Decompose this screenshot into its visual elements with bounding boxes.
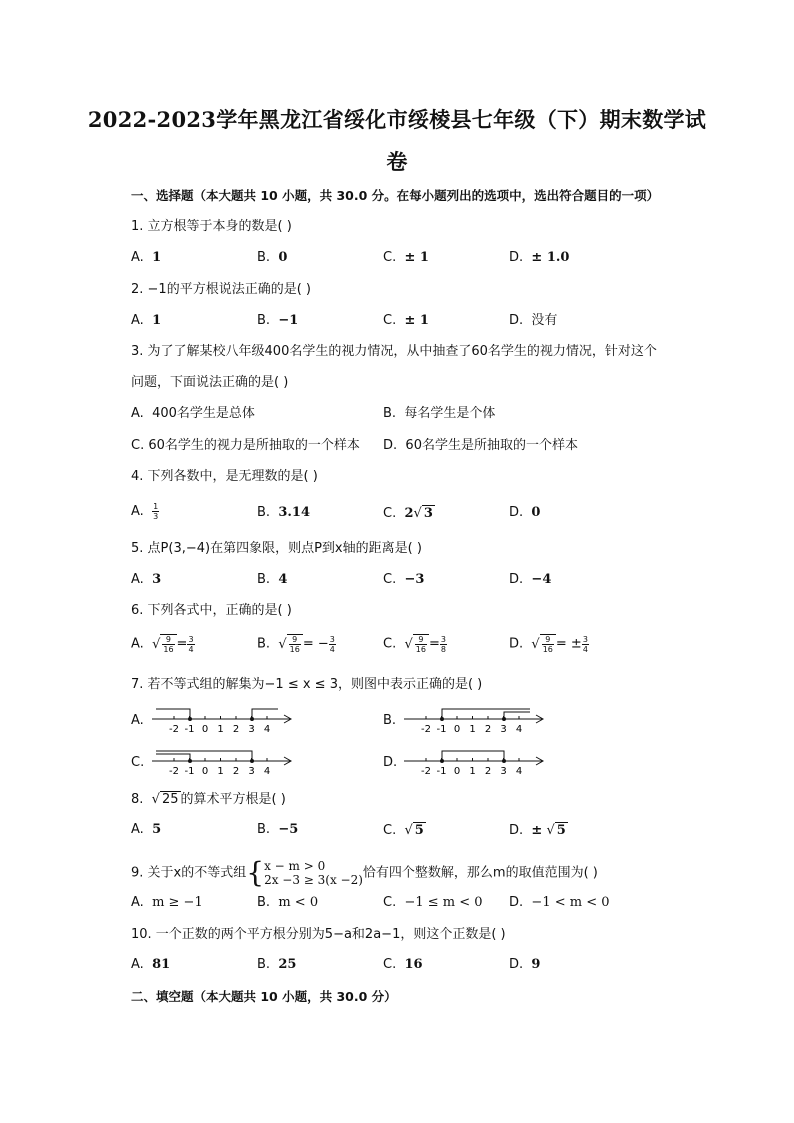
tick-label: -1 — [436, 724, 447, 735]
tick-labels — [421, 724, 522, 735]
q5-option-b: B. 4 — [257, 572, 288, 587]
q6-option-d: D. √ $\frac{9}{16}$ = ± $\frac{3}{4}$ — [509, 634, 588, 654]
number-line-d-svg — [402, 745, 547, 779]
tick-label: -1 — [184, 724, 195, 735]
q8-option-d: D. ± √ 5 — [509, 823, 566, 838]
exam-title-line1: 2022-2023学年黑龙江省绥化市绥棱县七年级（下）期末数学试 — [87, 107, 707, 132]
q7-number-line-b — [402, 703, 547, 737]
q2-option-b: B. −1 — [257, 313, 299, 328]
q8-option-c: C. √ 5 — [383, 823, 424, 838]
q9-option-a: A. m ≥ −1 — [131, 895, 203, 910]
q5-option-a: A. 3 — [131, 572, 162, 587]
tick-label: 4 — [263, 766, 271, 777]
tick-label: -2 — [421, 766, 431, 777]
q2-option-c: C. ± 1 — [383, 313, 429, 328]
tick-label: 0 — [201, 724, 209, 735]
q4-stem: 4. 下列各数中，是无理数的是( ) — [131, 469, 318, 484]
tick-label: -2 — [421, 724, 431, 735]
q3-option-d: D. 60名学生是所抽取的一个样本 — [383, 438, 578, 453]
tick-label: 1 — [217, 766, 224, 777]
inequality-system: x − m > 0 2x −3 ≥ 3(x −2) — [264, 859, 363, 887]
tick-label: 3 — [500, 766, 507, 777]
q8-stem: 8. √ 25 的算术平方根是( ) — [131, 792, 286, 807]
q7-number-line-d — [402, 745, 547, 779]
tick-labels — [169, 766, 270, 777]
tick-label: 1 — [469, 724, 476, 735]
tick-label: 3 — [248, 724, 255, 735]
tick-label: 2 — [484, 724, 492, 735]
sqrt-symbol: √ 5 — [404, 823, 424, 838]
q1-option-c: C. ± 1 — [383, 250, 429, 265]
q7-option-b-label: B. — [383, 713, 397, 728]
tick-labels — [169, 724, 270, 735]
tick-label: 4 — [515, 766, 523, 777]
q10-option-b: B. 25 — [257, 957, 297, 972]
sqrt-symbol: √ 25 — [151, 792, 179, 807]
q9-option-b: B. m < 0 — [257, 895, 319, 910]
tick-label: 4 — [263, 724, 271, 735]
brace-symbol: { — [246, 856, 265, 889]
q9-option-d: D. −1 < m < 0 — [509, 895, 610, 910]
q4-option-a: A. $\frac{1}{3}$ — [131, 502, 159, 521]
tick-label: 0 — [453, 766, 461, 777]
q10-option-c: C. 16 — [383, 957, 423, 972]
q10-option-a: A. 81 — [131, 957, 171, 972]
q9-option-c: C. −1 ≤ m < 0 — [383, 895, 483, 910]
q7-number-line-c — [150, 745, 295, 779]
sqrt-symbol: √ $\frac{9}{16}$ — [152, 634, 176, 654]
q3-stem-line2: 问题，下面说法正确的是( ) — [131, 375, 289, 390]
q1-option-b: B. 0 — [257, 250, 288, 265]
tick-label: 3 — [248, 766, 255, 777]
q6-option-b: B. √ $\frac{9}{16}$ = − $\frac{3}{4}$ — [257, 634, 335, 654]
tick-label: 2 — [232, 724, 240, 735]
q3-option-c: C. 60名学生的视力是所抽取的一个样本 — [131, 438, 360, 453]
q5-option-d: D. −4 — [509, 572, 552, 587]
number-line-c-svg — [150, 745, 295, 779]
q7-stem: 7. 若不等式组的解集为−1 ≤ x ≤ 3，则图中表示正确的是( ) — [131, 677, 483, 692]
q7-option-a-label: A. — [131, 713, 144, 728]
tick-label: -1 — [436, 766, 447, 777]
q9-stem: 9. 关于x的不等式组{ x − m > 0 2x −3 ≥ 3(x −2) 恰有四个整数解，那么m的取值范围为( ) — [131, 856, 598, 889]
q6-option-a: A. √ $\frac{9}{16}$ = $\frac{3}{4}$ — [131, 634, 194, 654]
number-line-b-svg — [402, 703, 547, 737]
sqrt-symbol: √ 5 — [546, 823, 566, 838]
sqrt-symbol: √ $\frac{9}{16}$ — [278, 634, 302, 654]
q3-stem-line1: 3. 为了了解某校八年级400名学生的视力情况，从中抽查了60名学生的视力情况，针对这个 — [131, 344, 657, 359]
tick-label: 0 — [453, 724, 461, 735]
sqrt-symbol: √ $\frac{9}{16}$ — [404, 634, 428, 654]
number-line-a-svg — [150, 703, 295, 737]
q7-number-line-a — [150, 703, 295, 737]
q1-option-d: D. ± 1.0 — [509, 250, 570, 265]
q10-stem: 10. 一个正数的两个平方根分别为5−a和2a−1，则这个正数是( ) — [131, 927, 506, 942]
sqrt-symbol: √ $\frac{9}{16}$ — [531, 634, 555, 654]
q3-option-b: B. 每名学生是个体 — [383, 406, 496, 421]
sqrt-symbol: √ 3 — [413, 506, 433, 521]
q1-stem: 1. 立方根等于本身的数是( ) — [131, 219, 292, 234]
q4-option-c: C. 2√ 3 — [383, 506, 433, 521]
tick-label: 0 — [201, 766, 209, 777]
q8-option-a: A. 5 — [131, 822, 162, 837]
tick-labels — [421, 766, 522, 777]
q6-option-c: C. √ $\frac{9}{16}$ = $\frac{3}{8}$ — [383, 634, 446, 654]
q2-option-d: D. 没有 — [509, 313, 558, 328]
tick-label: 1 — [469, 766, 476, 777]
section-2-heading: 二、填空题（本大题共 10 小题，共 30.0 分） — [131, 989, 397, 1004]
q7-option-c-label: C. — [131, 755, 145, 770]
q3-option-a: A. 400名学生是总体 — [131, 406, 255, 421]
q8-option-b: B. −5 — [257, 822, 299, 837]
tick-label: 2 — [232, 766, 240, 777]
q5-stem: 5. 点P(3,−4)在第四象限，则点P到x轴的距离是( ) — [131, 541, 422, 556]
q4-option-d: D. 0 — [509, 505, 541, 520]
exam-title-line2: 卷 — [386, 149, 408, 174]
tick-label: -2 — [169, 766, 179, 777]
q10-option-d: D. 9 — [509, 957, 541, 972]
tick-label: 4 — [515, 724, 523, 735]
fraction: $\frac{1}{3}$ — [153, 502, 159, 521]
tick-label: 3 — [500, 724, 507, 735]
tick-label: 1 — [217, 724, 224, 735]
section-1-heading: 一、选择题（本大题共 10 小题，共 30.0 分。在每小题列出的选项中，选出符合题目的一项） — [131, 188, 660, 203]
tick-label: 2 — [484, 766, 492, 777]
q1-option-a: A. 1 — [131, 250, 162, 265]
tick-label: -2 — [169, 724, 179, 735]
q2-option-a: A. 1 — [131, 313, 162, 328]
tick-label: -1 — [184, 766, 195, 777]
q2-stem: 2. −1的平方根说法正确的是( ) — [131, 282, 311, 297]
q6-stem: 6. 下列各式中，正确的是( ) — [131, 603, 292, 618]
q5-option-c: C. −3 — [383, 572, 425, 587]
q4-option-b: B. 3.14 — [257, 505, 310, 520]
q7-option-d-label: D. — [383, 755, 398, 770]
